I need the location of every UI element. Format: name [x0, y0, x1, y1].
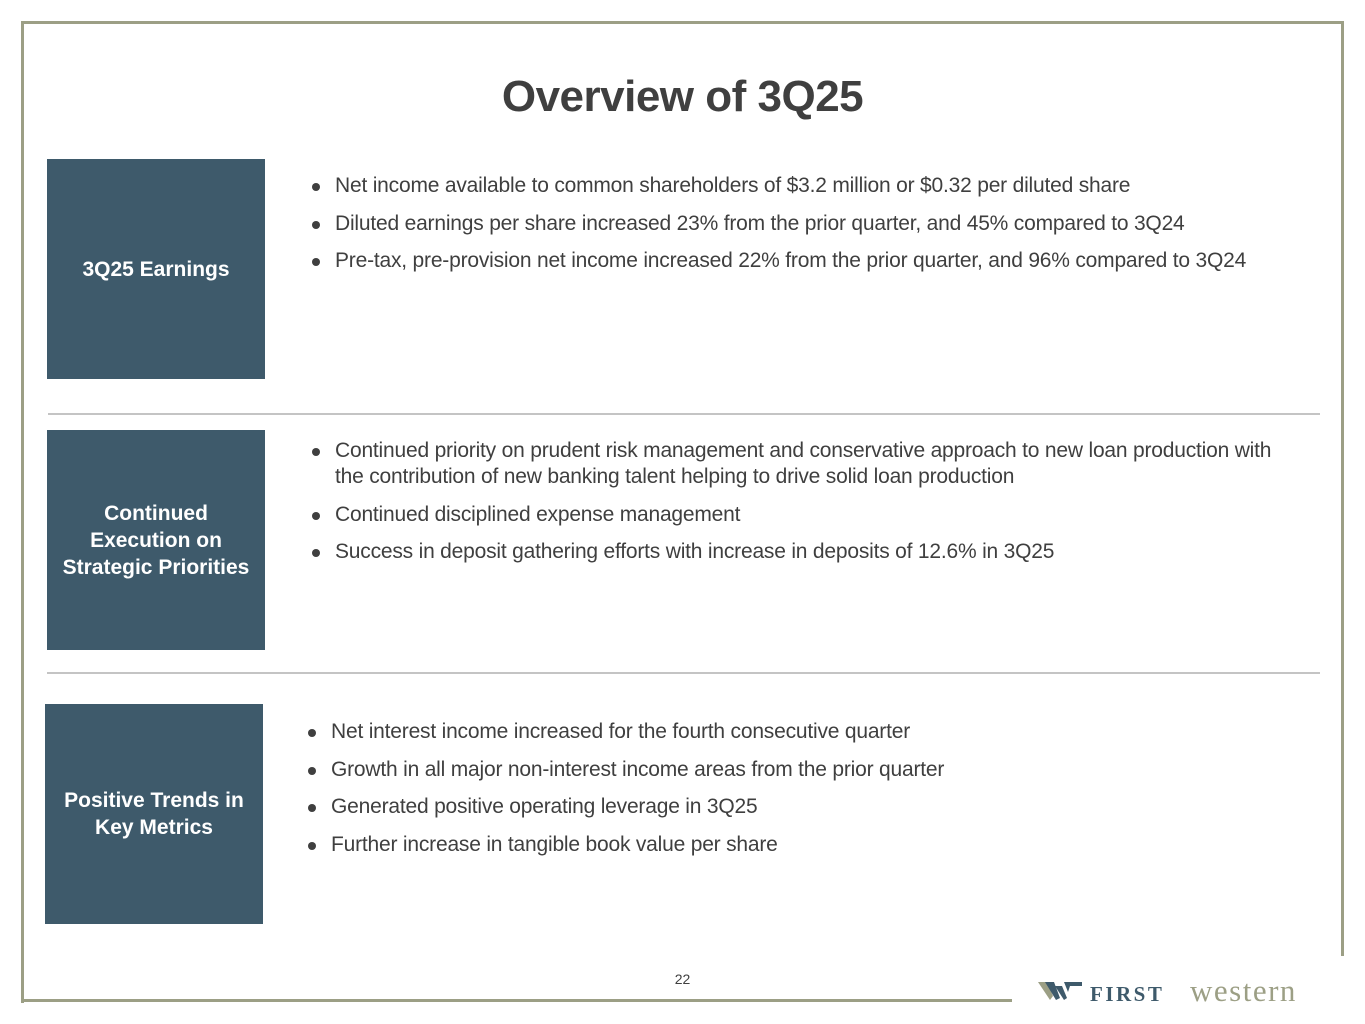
strategic-priorities-bullet-list — [310, 438, 1290, 577]
slide-title: Overview of 3Q25 — [501, 72, 864, 121]
first-western-logo — [1038, 973, 1348, 1008]
logo-wordmark-western: western — [1190, 973, 1297, 1008]
bullet-item: Further increase in tangible book value per share — [306, 832, 1286, 858]
bullet-item: Net income available to common shareholders of $3.2 million or $0.32 per diluted share — [310, 173, 1290, 199]
page-number: 22 — [674, 971, 691, 987]
bullet-item: Net interest income increased for the fourth consecutive quarter — [306, 719, 1286, 745]
first-western-w-logo-icon — [1038, 980, 1084, 1002]
bullet-item: Continued priority on prudent risk management and conservative approach to new loan production with the contribution of new banking talent helping to drive solid loan production — [310, 438, 1290, 490]
bullet-item: Generated positive operating leverage in 3Q25 — [306, 794, 1286, 820]
bullet-item: Success in deposit gathering efforts with increase in deposits of 12.6% in 3Q25 — [310, 539, 1290, 565]
frame-left-border — [21, 21, 24, 1003]
bullet-item: Growth in all major non-interest income areas from the prior quarter — [306, 757, 1286, 783]
section-heading-earnings — [47, 159, 265, 379]
frame-top-border — [22, 21, 1344, 24]
section-divider — [47, 672, 1320, 674]
frame-right-border — [1341, 21, 1344, 956]
bullet-item: Continued disciplined expense management — [310, 502, 1290, 528]
section-divider — [48, 413, 1320, 415]
earnings-bullet-list — [310, 173, 1290, 286]
section-heading-key-metrics — [45, 704, 263, 924]
bullet-item: Pre-tax, pre-provision net income increased 22% from the prior quarter, and 96% compared to 3Q24 — [310, 248, 1290, 274]
section-heading-label: Continued Execution on Strategic Priorities — [62, 501, 250, 579]
section-heading-label: Positive Trends in Key Metrics — [64, 789, 244, 839]
logo-wordmark-first: FIRST — [1090, 982, 1165, 1006]
key-metrics-bullet-list — [306, 719, 1286, 869]
section-heading-strategic-priorities — [47, 430, 265, 650]
section-heading-label: 3Q25 Earnings — [82, 257, 230, 281]
bullet-item: Diluted earnings per share increased 23% from the prior quarter, and 45% compared to 3Q24 — [310, 211, 1290, 237]
frame-bottom-border — [21, 999, 1012, 1002]
